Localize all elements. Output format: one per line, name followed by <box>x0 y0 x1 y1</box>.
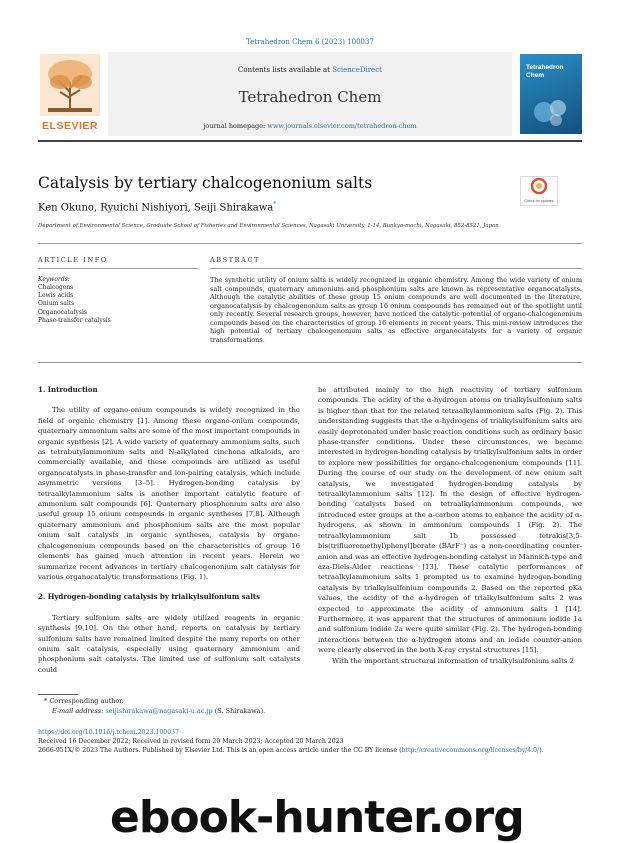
article-info-heading: ARTICLE INFO <box>38 256 108 264</box>
article-footer <box>38 728 544 756</box>
email-link[interactable]: seijishirakawa@nagasaki-u.ac.jp <box>105 706 213 715</box>
abstract-bottom-rule <box>38 362 582 363</box>
journal-cover[interactable] <box>520 54 582 134</box>
doi-link[interactable]: https://doi.org/10.1016/j.tchem.2023.100037 <box>38 729 180 736</box>
watermark: ebook-hunter.org <box>110 792 524 843</box>
license-line <box>38 746 544 755</box>
corresponding-author-mark[interactable]: * <box>273 201 277 208</box>
footnote-rule <box>38 694 78 695</box>
keyword-item: Onium salts <box>38 300 75 308</box>
author-list <box>38 201 276 213</box>
article-info-rule <box>38 268 198 269</box>
journal-name: Tetrahedron Chem <box>238 88 382 106</box>
keyword-item: Phase-transfer catalysis <box>38 316 111 324</box>
footnote <box>38 697 265 716</box>
badge-label: Check for updates <box>524 199 554 203</box>
check-for-updates-badge[interactable] <box>520 176 558 206</box>
affiliation: Department of Environmental Science, Graduate School of Fisheries and Environmental Sciences, Nagasaki University, 1-14, Bunkyo-machi, Nagasaki, 852-8521, Japan <box>38 223 499 229</box>
check-updates-icon <box>521 177 557 195</box>
corresponding-note: * Corresponding author. <box>44 697 124 705</box>
section-1-heading: 1. Introduction <box>38 385 98 394</box>
abstract-rule <box>210 268 582 269</box>
keyword-item: Organocatalysis <box>38 308 87 316</box>
contents-prefix: Contents lists available at <box>238 66 330 74</box>
journal-header <box>38 52 582 136</box>
homepage-line <box>108 122 512 130</box>
keyword-item: Lewis acids <box>38 292 74 300</box>
keyword-item: Chalcogens <box>38 284 74 291</box>
sciencedirect-link[interactable]: ScienceDirect <box>332 66 382 74</box>
abstract-text: The synthetic utility of onium salts is widely recognized in organic chemistry. Among the wide variety of onium salt compounds, quaternary ammonium and phosphonium salts are known as representative organocatalysts. Although the catalytic abilities of these group 15 onium compounds are well documented in the literature, organocatalysis by chalcogenonium salts as group 16 onium compounds has remained out of the spotlight until only recently. Several research groups, however, have noticed the catalytic potential of organo-chalcogenonium compounds based on the characteristics of group 16 elements in recent years. This mini-review introduces the high potential of tertiary chalcogenonium salts as effective organocatalysts for a variety of organic transformations. <box>210 276 582 344</box>
header-info-panel <box>108 52 512 136</box>
email-label: E-mail address: <box>52 706 104 715</box>
cover-graphic-icon <box>530 94 572 128</box>
cover-title: Tetrahedron Chem <box>526 64 564 79</box>
license-link[interactable]: http://creativecommons.org/licenses/by/4.0/ <box>401 747 540 755</box>
abstract-heading: ABSTRACT <box>210 256 260 264</box>
homepage-prefix: journal homepage: <box>203 122 266 130</box>
license-suffix: ). <box>539 747 544 755</box>
section-2-paragraph: Tertiary sulfonium salts are widely utilized reagents in organic synthesis [9,10]. On the other hand, reports on catalysis by tertiary sulfonium salts have remained limited despite the many reports on other onium salt catalysis, especially using quaternary ammonium and phosphonium salt catalysts. The limited use of sulfonium salt catalysts could <box>38 613 300 674</box>
body-column-left <box>38 385 300 675</box>
elsevier-logo[interactable] <box>38 52 102 134</box>
homepage-link[interactable]: www.journals.elsevier.com/tetrahedron-chem <box>267 122 417 130</box>
contents-line <box>108 66 512 74</box>
section-1-paragraph: The utility of organo-onium compounds is widely recognized in the field of organic chemistry [1]. Among these organo-onium compounds, quaternary ammonium salts are some of the most important compounds in organic synthesis [2]. A wide variety of quaternary ammonium salts, such as tetrabutylammonium salts and N-alkylated cinchona alkaloids, are commercially available, and these compounds are utilized as useful organocatalysts in phase-transfer and ion-pairing catalysis, which include asymmetric versions [3–5]. Hydrogen-bonding catalysis by tetraalkylammonium salts is another important catalytic feature of ammonium salt compounds [6]. Quaternary phosphonium salts are also useful group 15 onium compounds in organic syntheses [7,8]. Although quaternary ammonium and phosphonium salts are the most popular onium salt catalysts in organic syntheses, catalysis by organo-chalcogenonium compounds based on the characteristics of group 16 elements has gained much attention in recent years. Herein we summarize recent advances in tertiary chalcogenonium salt catalysis for various organocatalytic transformations (Fig. 1). <box>38 406 300 581</box>
email-suffix: (S. Shirakawa). <box>214 706 266 715</box>
body-column-right <box>318 385 582 666</box>
license-prefix: 2666-951X/© 2023 The Authors. Published by Elsevier Ltd. This is an open access article under the CC BY license ( <box>38 747 402 755</box>
keywords-list <box>38 284 111 325</box>
column-2-paragraph-2: With the important structural information of trialkylsulfonium salts 2 <box>332 656 574 665</box>
article-title: Catalysis by tertiary chalcogenonium salts <box>38 174 373 192</box>
journal-reference[interactable]: Tetrahedron Chem 6 (2023) 100037 <box>246 38 374 46</box>
column-2-paragraph-1: be attributed mainly to the high reactivity of tertiary sulfonium compounds. The acidity of the α-hydrogen atoms on trialkylsulfonium salts is higher than that for the related tetraalkylammonium salts (Fig. 2). This understanding suggests that the α-hydrogens of trialkylsulfonium salts are easily deprotonated under basic reaction conditions such as ordinary basic phase-transfer conditions. Under these circumstances, we became interested in hydrogen-bonding catalysis by trialkylsulfonium salts in order to explore new possibilities for organo-chalcogenonium compounds [11]. During the course of our study on the development of new onium salt catalysis, we investigated hydrogen-bonding catalysis by tetraalkylammonium salts [12]. In the design of effective hydrogen-bonding catalysts based on tetraalkylammonium compounds, we introduced ester groups at the α-carbon atoms to enhance the acidity of α-hydrogens, as shown in ammonium compounds 1 (Fig. 2). The tetraalkylammonium salt 1b possessed tetrakis[3,5-bis(trifluoromethyl)phenyl]borate (BArF⁻) as a non-coordinating counter-anion and was an effective hydrogen-bonding catalyst in Mannich-type and aza-Diels-Alder reactions [13]. These catalytic performances of tetraalkylammonium salts 1 prompted us to examine hydrogen-bonding catalysis by trialkylsulfonium compounds 2. Based on the reported pKa values, the acidity of the α-hydrogen of trialkylsulfonium salts 2 was expected to approximate the acidity of ammonium salts 1 [14]. Furthermore, it was apparent that the structures of ammonium iodide 1a and sulfonium iodide 2a were quite similar (Fig. 2). The hydrogen-bonding interactions between the α-hydrogen atoms and an iodide counter-anion were clearly observed in the both X-ray crystal structures [15]. <box>318 386 582 655</box>
keywords-label: Keywords: <box>38 276 70 283</box>
section-2-heading: 2. Hydrogen-bonding catalysis by trialkylsulfonium salts <box>38 592 261 602</box>
received-dates: Received 16 December 2022; Received in revised form 20 March 2023; Accepted 20 March 2023 <box>38 738 344 746</box>
publisher-name: ELSEVIER <box>42 120 98 132</box>
affiliation-divider <box>38 243 582 244</box>
authors-text: Ken Okuno, Ryuichi Nishiyori, Seiji Shirakawa <box>38 202 274 214</box>
header-divider <box>38 140 582 142</box>
